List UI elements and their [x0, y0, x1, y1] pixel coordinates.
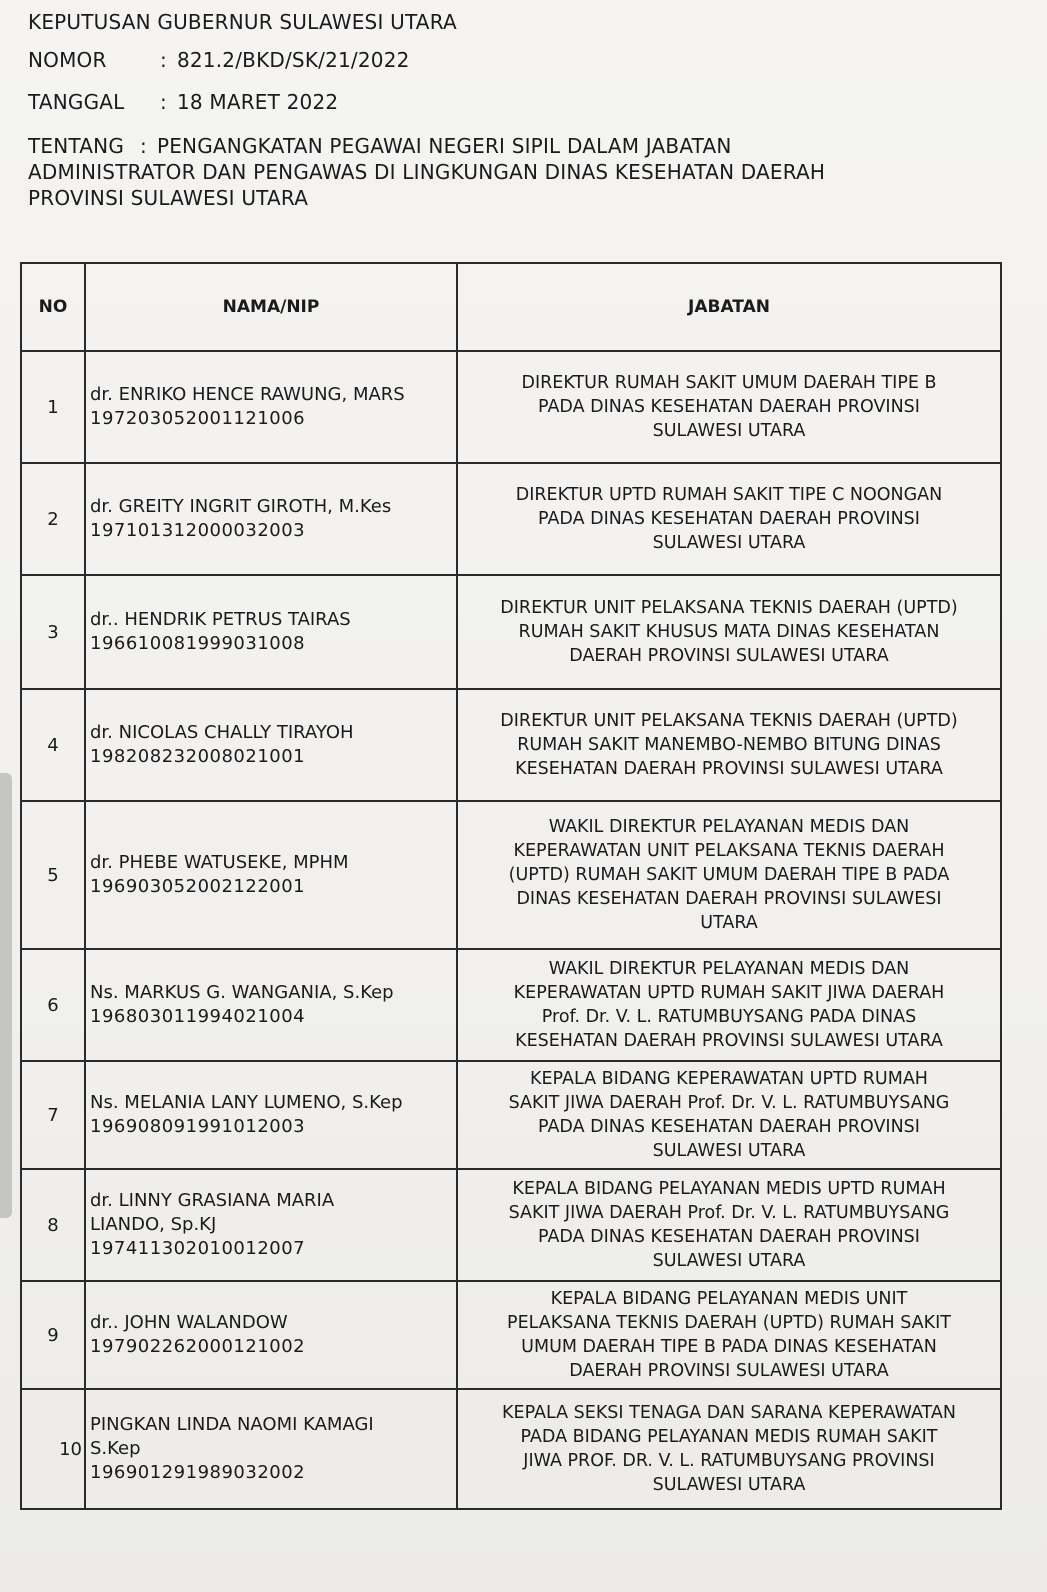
employee-nip: 197902262000121002: [90, 1336, 306, 1357]
position-cell: [457, 689, 1001, 801]
name-nip-cell: [85, 1169, 457, 1281]
table-row: [21, 801, 1001, 949]
position-line: PADA BIDANG PELAYANAN MEDIS RUMAH SAKIT: [520, 1427, 938, 1447]
tentang-line-2: ADMINISTRATOR DAN PENGAWAS DI LINGKUNGAN DINAS KESEHATAN DAERAH: [28, 160, 826, 184]
employee-name: Ns. MARKUS G. WANGANIA, S.Kep: [90, 982, 394, 1003]
position-line: KESEHATAN DAERAH PROVINSI SULAWESI UTARA: [515, 1031, 943, 1051]
name-nip-cell: [85, 689, 457, 801]
position-line: PELAKSANA TEKNIS DAERAH (UPTD) RUMAH SAKIT: [507, 1313, 951, 1333]
table-header-row: [21, 263, 1001, 351]
tanggal-label: TANGGAL: [28, 90, 125, 114]
position-line: PADA DINAS KESEHATAN DAERAH PROVINSI: [538, 1117, 920, 1137]
position-line: DIREKTUR UNIT PELAKSANA TEKNIS DAERAH (UPTD): [500, 711, 958, 731]
employee-name-cont: S.Kep: [90, 1438, 141, 1459]
position-line: SULAWESI UTARA: [652, 1475, 806, 1495]
position-cell: [457, 1389, 1001, 1509]
header-no: NO: [21, 263, 85, 351]
position-line: DIREKTUR UNIT PELAKSANA TEKNIS DAERAH (UPTD): [500, 598, 958, 618]
name-nip-cell: [85, 351, 457, 463]
tentang-separator: :: [140, 134, 147, 158]
position-cell: [457, 1061, 1001, 1169]
position-line: SULAWESI UTARA: [652, 421, 806, 441]
table-row: [21, 1061, 1001, 1169]
position-line: WAKIL DIREKTUR PELAYANAN MEDIS DAN: [548, 817, 910, 837]
employee-nip: 196610081999031008: [90, 633, 306, 654]
position-line: DAERAH PROVINSI SULAWESI UTARA: [569, 1361, 889, 1381]
table-row: [21, 463, 1001, 575]
tanggal-value: 18 MARET 2022: [176, 90, 339, 114]
header-jabatan: JABATAN: [457, 263, 1001, 351]
position-line: WAKIL DIREKTUR PELAYANAN MEDIS DAN: [548, 959, 910, 979]
position-line: UTARA: [700, 913, 758, 933]
name-nip-cell: [85, 1281, 457, 1389]
position-line: SULAWESI UTARA: [652, 533, 806, 553]
employee-name-cont: LIANDO, Sp.KJ: [90, 1214, 217, 1235]
position-cell: [457, 801, 1001, 949]
position-cell: [457, 463, 1001, 575]
position-line: SAKIT JIWA DAERAH Prof. Dr. V. L. RATUMBUYSANG: [508, 1203, 950, 1223]
position-cell: [457, 1169, 1001, 1281]
position-line: DIREKTUR UPTD RUMAH SAKIT TIPE C NOONGAN: [515, 485, 943, 505]
position-line: DAERAH PROVINSI SULAWESI UTARA: [569, 646, 889, 666]
name-nip-cell: [85, 1389, 457, 1509]
table-row: [21, 1281, 1001, 1389]
employee-name: dr. GREITY INGRIT GIROTH, M.Kes: [90, 496, 392, 517]
position-cell: [457, 1281, 1001, 1389]
row-number: 1: [21, 351, 85, 463]
row-number: 5: [21, 801, 85, 949]
row-number: 8: [21, 1169, 85, 1281]
name-nip-cell: [85, 575, 457, 689]
row-number: 2: [21, 463, 85, 575]
table-row: [21, 689, 1001, 801]
position-cell: [457, 351, 1001, 463]
position-line: KEPALA BIDANG PELAYANAN MEDIS UNIT: [550, 1289, 908, 1309]
name-nip-cell: [85, 801, 457, 949]
document-title: KEPUTUSAN GUBERNUR SULAWESI UTARA: [28, 10, 457, 34]
position-line: SULAWESI UTARA: [652, 1141, 806, 1161]
employee-name: Ns. MELANIA LANY LUMENO, S.Kep: [90, 1092, 403, 1113]
position-line: PADA DINAS KESEHATAN DAERAH PROVINSI: [538, 397, 920, 417]
table-row: [21, 1169, 1001, 1281]
header-nama-nip: NAMA/NIP: [85, 263, 457, 351]
position-line: KEPALA SEKSI TENAGA DAN SARANA KEPERAWATAN: [502, 1403, 956, 1423]
position-line: DIREKTUR RUMAH SAKIT UMUM DAERAH TIPE B: [521, 373, 937, 393]
employee-nip: 196908091991012003: [90, 1116, 306, 1137]
employee-nip: 197101312000032003: [90, 520, 306, 541]
name-nip-cell: [85, 1061, 457, 1169]
employee-nip: 196903052002122001: [90, 876, 306, 897]
nomor-separator: :: [160, 48, 167, 72]
nomor-line: [28, 48, 410, 72]
employee-name: dr. NICOLAS CHALLY TIRAYOH: [90, 722, 354, 743]
employee-name: dr.. HENDRIK PETRUS TAIRAS: [90, 609, 351, 630]
position-line: KEPERAWATAN UPTD RUMAH SAKIT JIWA DAERAH: [513, 983, 945, 1003]
employee-nip: 196901291989032002: [90, 1462, 306, 1483]
tanggal-line: [28, 90, 338, 114]
position-line: RUMAH SAKIT KHUSUS MATA DINAS KESEHATAN: [518, 622, 940, 642]
position-line: SAKIT JIWA DAERAH Prof. Dr. V. L. RATUMBUYSANG: [508, 1093, 950, 1113]
employee-nip: 197411302010012007: [90, 1238, 306, 1259]
employee-name: dr.. JOHN WALANDOW: [90, 1312, 288, 1333]
position-line: DINAS KESEHATAN DAERAH PROVINSI SULAWESI: [516, 889, 942, 909]
position-line: UMUM DAERAH TIPE B PADA DINAS KESEHATAN: [521, 1337, 937, 1357]
tentang-line-3: PROVINSI SULAWESI UTARA: [28, 186, 309, 210]
tentang-label: TENTANG: [28, 134, 125, 158]
position-line: KEPALA BIDANG PELAYANAN MEDIS UPTD RUMAH: [512, 1179, 946, 1199]
employee-name: dr. LINNY GRASIANA MARIA: [90, 1190, 335, 1211]
position-line: PADA DINAS KESEHATAN DAERAH PROVINSI: [538, 509, 920, 529]
employee-name: dr. PHEBE WATUSEKE, MPHM: [90, 852, 349, 873]
scroll-handle[interactable]: [0, 773, 12, 1218]
row-number: 9: [21, 1281, 85, 1389]
table-row: [21, 1389, 1001, 1509]
position-line: PADA DINAS KESEHATAN DAERAH PROVINSI: [538, 1227, 920, 1247]
row-number: 6: [21, 949, 85, 1061]
row-number: 3: [21, 575, 85, 689]
name-nip-cell: [85, 949, 457, 1061]
row-number: 4: [21, 689, 85, 801]
table-row: [21, 351, 1001, 463]
employee-nip: 197203052001121006: [90, 408, 306, 429]
position-line: KEPALA BIDANG KEPERAWATAN UPTD RUMAH: [530, 1069, 928, 1089]
employee-nip: 196803011994021004: [90, 1006, 306, 1027]
tentang-line: [28, 134, 732, 158]
employee-name: PINGKAN LINDA NAOMI KAMAGI: [90, 1414, 374, 1435]
table-row: [21, 949, 1001, 1061]
position-line: JIWA PROF. DR. V. L. RATUMBUYSANG PROVINSI: [523, 1451, 935, 1471]
nomor-label: NOMOR: [28, 48, 107, 72]
row-number: 10: [21, 1389, 85, 1509]
position-line: Prof. Dr. V. L. RATUMBUYSANG PADA DINAS: [541, 1007, 917, 1027]
tanggal-separator: :: [160, 90, 167, 114]
position-cell: [457, 949, 1001, 1061]
name-nip-cell: [85, 463, 457, 575]
nomor-value: 821.2/BKD/SK/21/2022: [176, 48, 410, 72]
table-row: [21, 575, 1001, 689]
position-line: (UPTD) RUMAH SAKIT UMUM DAERAH TIPE B PADA: [508, 865, 950, 885]
position-cell: [457, 575, 1001, 689]
employee-nip: 198208232008021001: [90, 746, 306, 767]
tentang-line-1: PENGANGKATAN PEGAWAI NEGERI SIPIL DALAM JABATAN: [156, 134, 732, 158]
position-line: KESEHATAN DAERAH PROVINSI SULAWESI UTARA: [515, 759, 943, 779]
row-number: 7: [21, 1061, 85, 1169]
appointment-table: [20, 262, 1002, 1510]
position-line: KEPERAWATAN UNIT PELAKSANA TEKNIS DAERAH: [513, 841, 945, 861]
position-line: SULAWESI UTARA: [652, 1251, 806, 1271]
employee-name: dr. ENRIKO HENCE RAWUNG, MARS: [90, 384, 405, 405]
position-line: RUMAH SAKIT MANEMBO-NEMBO BITUNG DINAS: [517, 735, 941, 755]
